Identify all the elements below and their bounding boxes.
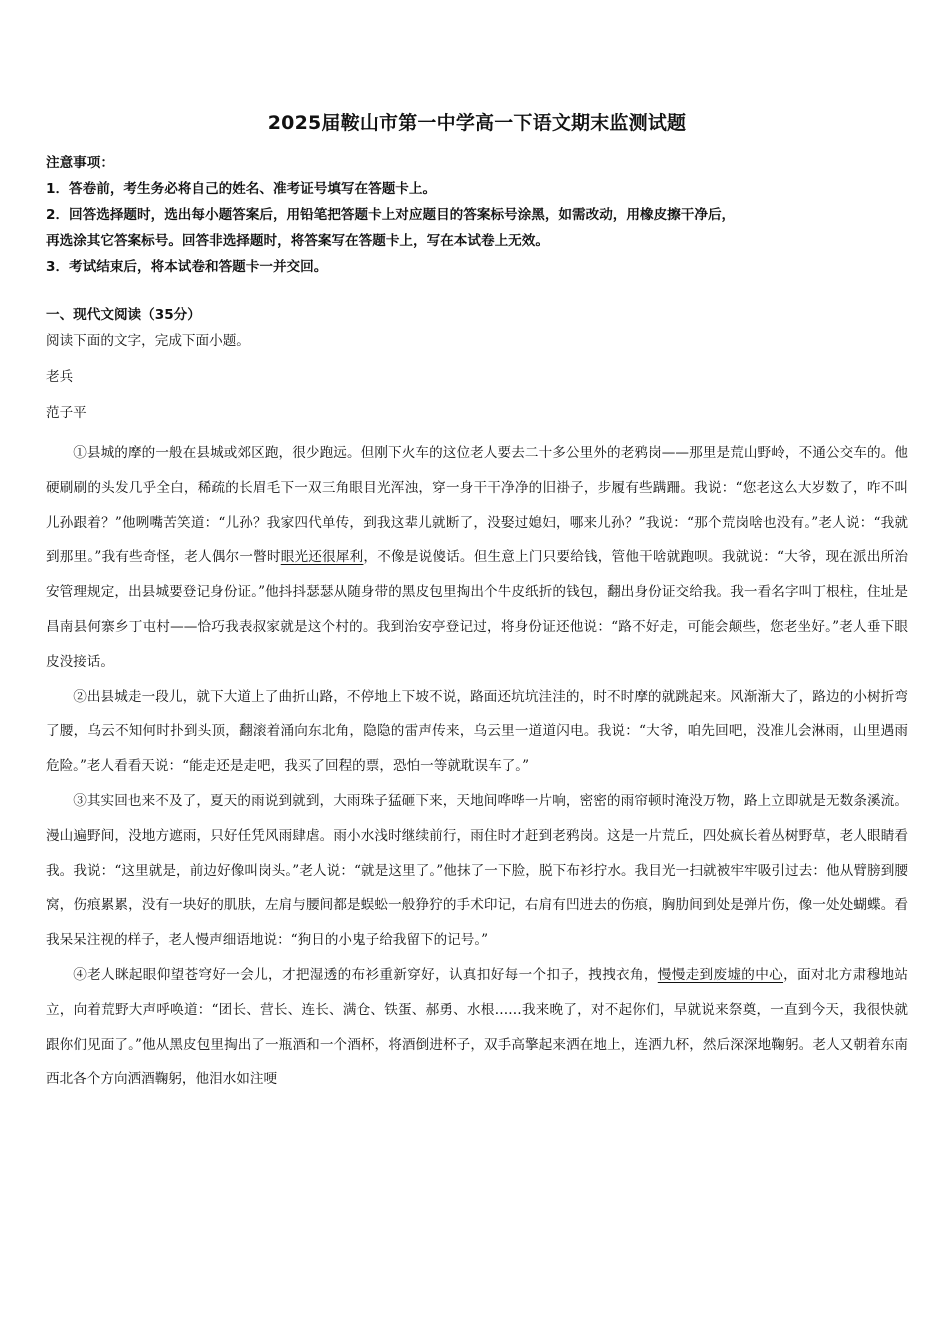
paragraph-text: ，不像是说傻话。但生意上门只要给钱，管他干啥就跑呗。我就说：“大爷，现在派出所治安管理规定，出县城要登记身份证。”他抖抖瑟瑟从随身带的黑皮包里掏出个牛皮纸折的钱包，翻出身份证交给我。我一看名字叫丁根柱，住址是昌南县何寨乡丁屯村——恰巧我表叔家就是这个村的。我到治安亭登记过，将身份证还他说：“路不好走，可能会颠些，您老坐好。”老人垂下眼皮没接话。 — [46, 549, 909, 670]
story-paragraph-1 — [46, 436, 908, 680]
notice-heading: 注意事项： — [46, 155, 114, 171]
notice-item: 再选涂其它答案标号。回答非选择题时，将答案写在答题卡上，写在本试卷上无效。 — [46, 233, 549, 249]
reading-instruction: 阅读下面的文字，完成下面小题。 — [46, 333, 250, 349]
page-title: 2025届鞍山市第一中学高一下语文期末监测试题 — [267, 112, 687, 134]
underlined-phrase: 慢慢走到废墟的中心 — [657, 966, 784, 983]
story-paragraph-2: ②出县城走一段儿，就下大道上了曲折山路，不停地上下坡不说，路面还坑坑洼洼的，时不时摩的就跳起来。风渐渐大了，路边的小树折弯了腰，乌云不知何时扑到头顶，翻滚着涌向东北角，隐隐的雷声传来，乌云里一道道闪电。我说：“大爷，咱先回吧，没准儿会淋雨，山里遇雨危险。”老人看看天说：“能走还是走吧，我买了回程的票，恐怕一等就耽误车了。” — [46, 688, 908, 775]
story-title: 老兵 — [46, 369, 74, 385]
paragraph-text: ，面对北方肃穆地站立，向着荒野大声呼唤道：“团长、营长、连长、满仓、铁蛋、郝勇、水根……我来晚了，对不起你们，早就说来祭奠，一直到今天，我很快就跟你们见面了。”他从黑皮包里掏出了一瓶酒和一个酒杯，将酒倒进杯子，双手高擎起来洒在地上，连洒九杯，然后深深地鞠躬。老人又朝着东南西北各个方向洒酒鞠躬，他泪水如注哽 — [46, 966, 909, 1088]
section-heading: 一、现代文阅读（35分） — [46, 307, 201, 323]
story-paragraph-4 — [46, 958, 908, 1097]
notice-item: 3．考试结束后，将本试卷和答题卡一并交回。 — [46, 259, 328, 275]
story-paragraph-3: ③其实回也来不及了，夏天的雨说到就到，大雨珠子猛砸下来，天地间哗哗一片响，密密的雨帘顿时淹没万物，路上立即就是无数条溪流。漫山遍野间，没地方遮雨，只好任凭风雨肆虐。雨小水浅时继续前行，雨住时才赶到老鸦岗。这是一片荒丘，四处疯长着丛树野草，老人眼睛看我。我说：“这里就是，前边好像叫岗头。”老人说：“就是这里了。”他抹了一下脸，脱下布衫拧水。我目光一扫就被牢牢吸引过去：他从臂膀到腰窝，伤痕累累，没有一块好的肌肤，左肩与腰间都是蜈蚣一般狰狞的手术印记，右肩有凹进去的伤痕，胸肋间到处是弹片伤，像一处处蝴蝶。看我呆呆注视的样子，老人慢声细语地说：“狗日的小鬼子给我留下的记号。” — [46, 792, 908, 949]
notice-item: 1．答卷前，考生务必将自己的姓名、准考证号填写在答题卡上。 — [46, 181, 437, 197]
story-author: 范子平 — [46, 405, 87, 421]
exam-page — [46, 108, 908, 1097]
notice-block — [46, 150, 908, 280]
notice-item: 2．回答选择题时，选出每小题答案后，用铅笔把答题卡上对应题目的答案标号涂黑，如需改动，用橡皮擦干净后， — [46, 207, 736, 223]
paragraph-text: ④老人眯起眼仰望苍穹好一会儿，才把湿透的布衫重新穿好，认真扣好每一个扣子，拽拽衣角， — [73, 966, 658, 983]
paragraph-text: ①县城的摩的一般在县城或郊区跑，很少跑远。但刚下火车的这位老人要去二十多公里外的老鸦岗——那里是荒山野岭，不通公交车的。他硬刷刷的头发几乎全白，稀疏的长眉毛下一双三角眼目光浑浊，穿一身干干净净的旧褂子，步履有些蹒跚。我说：“您老这么大岁数了，咋不叫儿孙跟着？”他咧嘴苦笑道：“儿孙？我家四代单传，到我这辈儿就断了，没娶过媳妇，哪来儿孙？”我说：“那个荒岗啥也没有。”老人说：“我就到那里。”我有些奇怪，老人偶尔一瞥时 — [46, 445, 908, 566]
underlined-phrase: 眼光还很犀利 — [280, 549, 364, 566]
